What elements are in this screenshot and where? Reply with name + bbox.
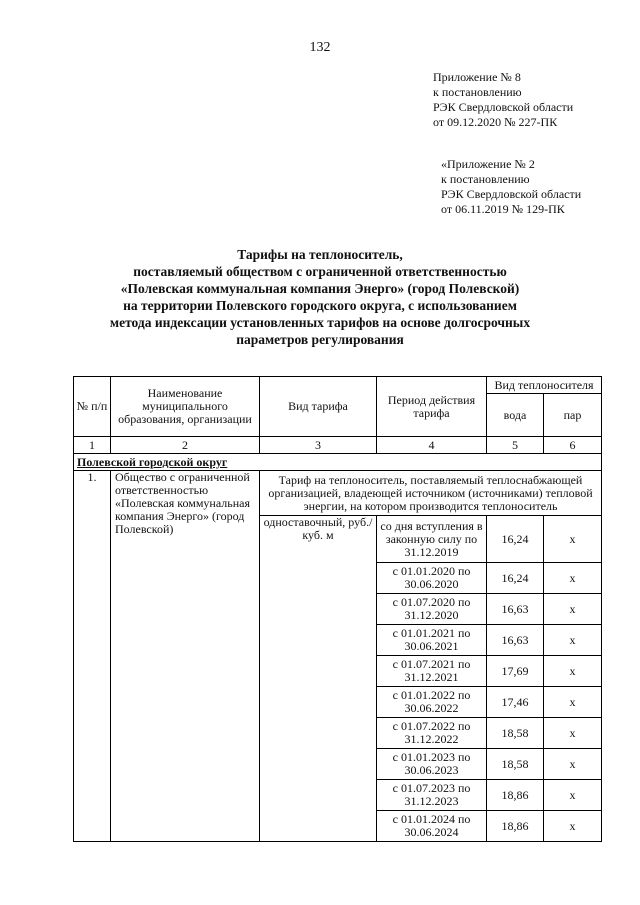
water-value: 16,63 [487,625,544,656]
col-number: 3 [260,437,377,454]
steam-value: x [544,656,602,687]
title-line: параметров регулирования [236,332,404,347]
region-row: Полевской городской округ [74,454,602,471]
header-water: вода [487,394,544,437]
steam-value: x [544,749,602,780]
header-num: № п/п [74,377,111,437]
col-number: 5 [487,437,544,454]
water-value: 18,86 [487,811,544,842]
appendix-line: к постановлению [433,85,522,99]
period-cell: с 01.01.2020 по 30.06.2020 [377,563,487,594]
period-cell: с 01.01.2024 по 30.06.2024 [377,811,487,842]
period-cell: с 01.01.2022 по 30.06.2022 [377,687,487,718]
header-period: Период действия тарифа [377,377,487,437]
title-line: Тарифы на теплоноситель, [237,247,403,262]
period-cell: с 01.01.2023 по 30.06.2023 [377,749,487,780]
col-number: 4 [377,437,487,454]
period-cell: с 01.07.2023 по 31.12.2023 [377,780,487,811]
col-number: 6 [544,437,602,454]
period-cell: с 01.01.2021 по 30.06.2021 [377,625,487,656]
water-value: 18,58 [487,718,544,749]
col-number: 2 [111,437,260,454]
title-line: метода индексации установленных тарифов на основе долгосрочных [109,315,531,330]
steam-value: x [544,780,602,811]
header-carrier: Вид теплоносителя [487,377,602,394]
water-value: 17,69 [487,656,544,687]
appendix-line: Приложение № 8 [433,70,521,84]
period-cell: с 01.07.2020 по 31.12.2020 [377,594,487,625]
water-value: 18,58 [487,749,544,780]
tariff-table [73,376,602,842]
tariff-type-value: одноставочный, руб./куб. м [260,516,377,842]
steam-value: x [544,625,602,656]
period-cell: с 01.07.2021 по 31.12.2021 [377,656,487,687]
steam-value: x [544,718,602,749]
water-value: 17,46 [487,687,544,718]
water-value: 18,86 [487,780,544,811]
header-name: Наименование муниципального образования, организации [111,377,260,437]
appendix-line: РЭК Свердловской области [433,100,574,114]
steam-value: x [544,811,602,842]
title-line: «Полевская коммунальная компания Энерго» (город Полевской) [120,281,520,296]
water-value: 16,63 [487,594,544,625]
appendix-line: РЭК Свердловской области [441,187,582,201]
steam-value: x [544,594,602,625]
appendix-line: от 09.12.2020 № 227-ПК [433,115,558,129]
document-title [60,246,580,348]
tariff-span-header: Тариф на теплоноситель, поставляемый теплоснабжающей организацией, владеющей источником (источниками) тепловой энергии, на котором производится теплоноситель [260,471,602,516]
steam-value: x [544,563,602,594]
row-num: 1. [74,471,111,842]
period-cell: с 01.07.2022 по 31.12.2022 [377,718,487,749]
water-value: 16,24 [487,563,544,594]
appendix-reference-current [433,70,573,130]
appendix-line: к постановлению [441,172,530,186]
period-cell: со дня вступления в законную силу по 31.12.2019 [377,516,487,563]
header-tariff-type: Вид тарифа [260,377,377,437]
organization-name: Общество с ограниченной ответственностью «Полевская коммунальная компания Энерго» (город Полевской) [111,471,260,842]
appendix-line: от 06.11.2019 № 129-ПК [441,202,565,216]
appendix-line: «Приложение № 2 [441,157,535,171]
appendix-reference-previous [441,157,581,217]
page-number: 132 [309,40,331,55]
title-line: поставляемый обществом с ограниченной ответственностью [133,264,507,279]
water-value: 16,24 [487,516,544,563]
col-number: 1 [74,437,111,454]
steam-value: x [544,687,602,718]
steam-value: x [544,516,602,563]
title-line: на территории Полевского городского округа, с использованием [123,298,517,313]
header-steam: пар [544,394,602,437]
